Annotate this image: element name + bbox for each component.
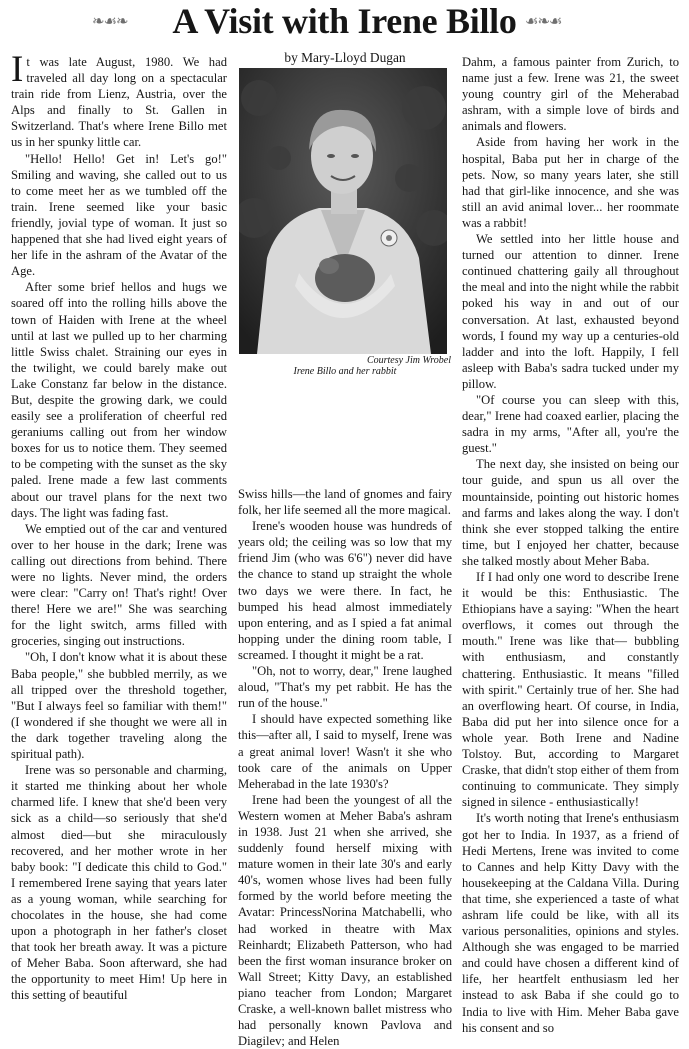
paragraph: Swiss hills—the land of gnomes and fairy folk, her life seemed all the more magical. [238, 487, 452, 518]
photo-irene-with-rabbit [239, 68, 447, 354]
paragraph: We settled into her little house and turned our attention to dinner. Irene continued chattering gaily all throughout the meal and into the night while the rabbit poked his way in and out of our conversation. At last, exhausted beyond words, I found my way up a centuries-old ladder and into the loft. Happily, I fell asleep with Baba's sadra tucked under my pillow. [462, 232, 679, 391]
paragraph: I should have expected something like this—after all, I said to myself, Irene was a great animal lover! Wasn't it she who took care of the animals on Upper Meherabad in the late 1930's? [238, 712, 452, 791]
paragraph: It was late August, 1980. We had traveled all day long on a spectacular train ride from Lienz, Austria, over the Alps and finally to St. Gallen in Switzerland. That's where Irene Billo met us in her spunky little car. [11, 49, 227, 150]
column-3 [462, 54, 679, 1036]
article-title: A Visit with Irene Billo [172, 1, 517, 41]
paragraph: "Oh, not to worry, dear," Irene laughed aloud, "That's my pet rabbit. He has the run of the house." [238, 664, 452, 711]
paragraph: Dahm, a famous painter from Zurich, to name just a few. Irene was 21, the sweet young country girl of the Meherabad ashram, with a simple love of birds and animals and flowers. [462, 55, 679, 134]
column-1 [11, 49, 227, 1004]
paragraph: Aside from having her work in the hospital, Baba put her in charge of the pets. Now, so many years later, she still had that girl-like innocence, and she was still an avid animal lover... her roommate was a rabbit! [462, 135, 679, 230]
column-2 [238, 486, 452, 1049]
paragraph: We emptied out of the car and ventured over to her house in the dark; Irene was calling out directions from behind. There were no lights. Never mind, the orders were clear: "Carry on! That's right! Over there! Here we are!" She was searching for the light switch, arms filled with groceries, singing out instructions. [11, 521, 227, 649]
paragraph: "Of course you can sleep with this, dear," Irene had coaxed earlier, placing the sadra in my arms, "After all, you're the guest." [462, 392, 679, 456]
ornament-left-icon: ❧☙❧ [92, 12, 128, 30]
ornament-right-icon: ☙❧☙ [525, 12, 562, 30]
paragraph: After some brief hellos and hugs we soared off into the rolling hills above the town of Haiden with Irene at the wheel until at last we pulled up to her charming little Swiss chalet. Straining our eyes in the twilight, we could barely make out Lake Constanz far below in the distance. But, despite the growing dark, we could easily see a proliferation of cheerful red geraniums calling out from her window boxes for us to notice them. They seemed to be competing with the sunset as the sky paled. Irene made a few last comments about our travel plans for the next two days. The light was fading fast. [11, 280, 227, 520]
photo-credit: Courtesy Jim Wrobel [366, 355, 451, 366]
paragraph: Irene had been the youngest of all the Western women at Meher Baba's ashram in 1938. Just 21 when she arrived, she suddenly found herself mixing with mature women in their late 30's and early 40's, women whose lives had been fully formed by the world before meeting the Avatar: PrincessNorina Matchabelli, who had worked in theatre with Max Reinhardt; Elizabeth Patterson, who had been the first woman insurance broker on Wall Street; Kitty Davy, an established piano teacher from London; Margaret Craske, a well-known ballet mistress who had personally known Pavlova and Diagilev; and Helen [238, 792, 452, 1049]
photo-caption: Irene Billo and her rabbit [293, 366, 397, 377]
paragraph: Irene was so personable and charming, it started me thinking about her whole charmed life. I knew that she'd been very sick as a child—so seriously that she'd almost died—but she miraculously recovered, and her mother wrote in her baby book: "I dedicate this child to God." I remembered Irene saying that years later as a young woman, while searching for chocolates in the house, she had come upon a photograph in her father's closet that took her breath away. It was a picture of Meher Baba. Soon afterward, she had the opportunity to meet Him! Up here in this setting of beautiful [11, 763, 227, 1003]
paragraph: The next day, she insisted on being our tour guide, and spun us all over the mountainside, pointing out historic homes and farms and lakes along the way. I don't think she ever stopped talking the entire time, but I enjoyed her chatter, because she talked mostly about Meher Baba. [462, 457, 679, 568]
byline: by Mary-Lloyd Dugan [284, 50, 406, 65]
paragraph: Irene's wooden house was hundreds of years old; the ceiling was so low that my friend Jim (who was 6'6") never did have the chance to stand up straight the whole two days we were there. In fact, he bumped his head almost immediately upon entering, and as I spied a fat animal hopping under the dining room table, I screamed. I thought it might be a rat. [238, 519, 452, 662]
paragraph: "Oh, I don't know what it is about these Baba people," she bubbled merrily, as we all tripped over the threshold together, "But I always feel so familiar with them!" (I wondered if she thought we were all in the dark together traveling along the spiritual path). [11, 650, 227, 762]
paragraph: "Hello! Hello! Get in! Let's go!" Smiling and waving, she called out to us to come meet her as we tumbled off the train. Irene seemed like your basic friendly, jovial type of woman. It just so happened that she had lived eight years of her life in the ashram of the Avatar of the Age. [11, 151, 227, 279]
drop-cap: I [11, 49, 24, 90]
paragraph: It's worth noting that Irene's enthusiasm got her to India. In 1937, as a friend of Hedi Mertens, Irene was invited to come to Cannes and help Kitty Davy with the housekeeping at the Caldana Villa. During that time, she experienced a taste of what ashram life could be like, with all its various personalities, opinions and styles. Although she was engaged to be married and could have chosen a different kind of life, her heartfelt enthusiasm led her instead to ask Baba if she could go to India to live with Him. Meher Baba gave his consent and so [462, 811, 679, 1035]
title-banner [0, 2, 689, 42]
paragraph: If I had only one word to describe Irene it would be this: Enthusiastic. The Ethiopians have a saying: "When the heart overflows, it comes out through the mouth." Irene was like that— bubbling with enthusiasm, and constantly chattering. Enthusiastic. It means "filled with spirit." Certainly true of her. She had an overflowing heart. Of course, in India, Baba did put her into silence once for a whole year. Both Irene and Nadine Tolstoy. But, according to Margaret Craske, that didn't stop either of them from continuing to communicate. They simply signed in silence - enthusiastically! [462, 570, 680, 810]
